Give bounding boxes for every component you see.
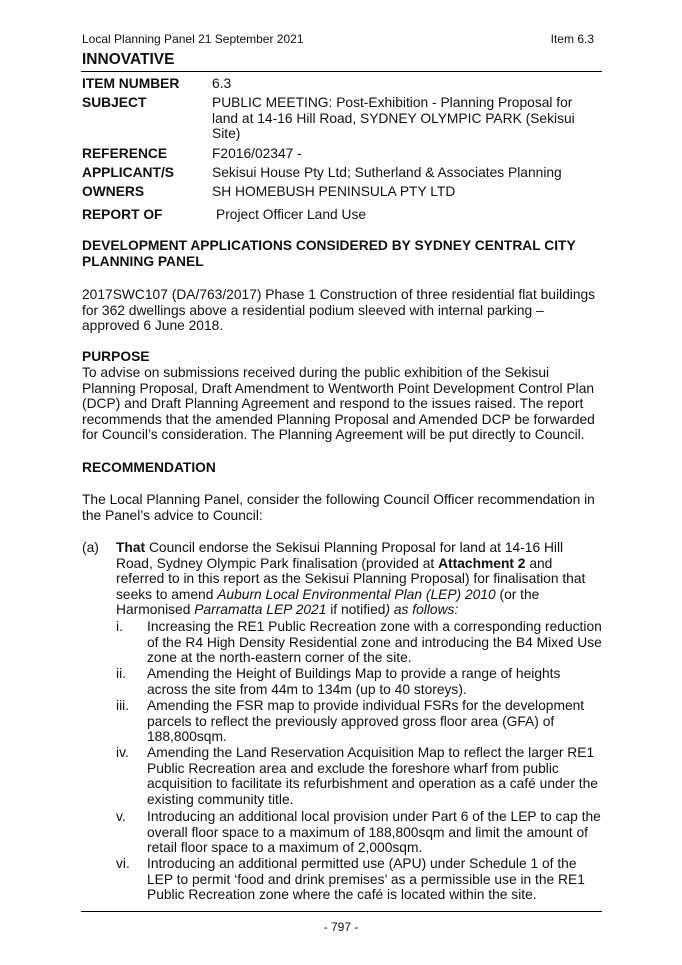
sub-item-marker: iii. [116, 698, 130, 713]
header-item-number: Item 6.3 [550, 32, 594, 46]
sub-item-marker: vi. [116, 856, 130, 871]
sub-item-text: Amending the FSR map to provide individual FSRs for the development parcels to reflect the previously approved gross floor area (GFA) of 188,800sqm. [147, 698, 585, 745]
sub-item-text: Introducing an additional local provision under Part 6 of the LEP to cap the overall floor space to a maximum of 188,800sqm and limit the amount of retail floor space to a maximum of 2,000sqm. [147, 809, 601, 856]
sub-item-text: Amending the Height of Buildings Map to provide a range of heights across the site from 44m to 134m (up to 40 storeys). [147, 666, 561, 697]
label-subject: SUBJECT [82, 95, 147, 110]
value-owners: SH HOMEBUSH PENINSULA PTY LTD [212, 184, 456, 199]
sub-item-text: Amending the Land Reservation Acquisition Map to reflect the larger RE1 Public Recreation area and exclude the foreshore wharf from public acquisition to facilitate its refurbishment and operation as a café under the existing community title. [147, 745, 598, 807]
page-number: - 797 - [323, 920, 359, 934]
purpose-text: To advise on submissions received during the public exhibition of the Sekisui Planning Proposal, Draft Amendment to Wentworth Point Development Control Plan (DCP) and Draft Planning Agreement and respond to the issues raised. The report recommends that the amended Planning Proposal and Amended DCP be forwarded for Council’s consideration. The Planning Agreement will be put directly to Council. [82, 365, 595, 443]
header-left: Local Planning Panel 21 September 2021 [82, 32, 304, 46]
sub-item-marker: i. [116, 619, 123, 634]
item-a-text: That Council endorse the Sekisui Planning Proposal for land at 14-16 Hill Road, Sydney Olympic Park finalisation (provided at Attachment 2 and referred to in this report as the Sekisui Planning Proposal) for finalisation that seeks to amend Auburn Local Environmental Plan (LEP) 2010 (or the Harmonised Parramatta LEP 2021 if notified) as follows: [116, 540, 586, 618]
parramatta-lep: Parramatta LEP 2021 [194, 602, 327, 618]
dev-apps-heading: DEVELOPMENT APPLICATIONS CONSIDERED BY SYDNEY CENTRAL CITY PLANNING PANEL [82, 238, 576, 269]
auburn-lep: Auburn Local Environmental Plan (LEP) 2010 [217, 586, 496, 602]
label-item-number: ITEM NUMBER [82, 76, 180, 91]
recommendation-intro: The Local Planning Panel, consider the following Council Officer recommendation in the Panel’s advice to Council: [82, 492, 595, 523]
value-reference: F2016/02347 - [212, 146, 302, 161]
sub-item-marker: v. [116, 809, 126, 824]
value-item-number: 6.3 [212, 76, 232, 91]
value-applicants: Sekisui House Pty Ltd; Sutherland & Associates Planning [212, 165, 562, 180]
label-report-of: REPORT OF [82, 207, 163, 222]
section-title: INNOVATIVE [82, 51, 175, 68]
label-applicants: APPLICANT/S [82, 165, 174, 180]
label-reference: REFERENCE [82, 146, 168, 161]
footer-rule [81, 911, 602, 912]
attachment-2: Attachment 2 [438, 555, 526, 571]
label-owners: OWNERS [82, 184, 145, 199]
sub-item-text: Introducing an additional permitted use (APU) under Schedule 1 of the LEP to permit ‘food and drink premises’ as a permissible use in the RE1 Public Recreation zone where the café is located within the site. [147, 856, 585, 903]
header-rule [81, 71, 602, 72]
value-report-of: Project Officer Land Use [216, 207, 367, 222]
dev-apps-text: 2017SWC107 (DA/763/2017) Phase 1 Construction of three residential flat buildings for 362 dwellings above a residential podium sleeved with internal parking – approved 6 June 2018. [82, 287, 596, 334]
item-a-that: That [116, 540, 146, 555]
purpose-heading: PURPOSE [82, 349, 150, 364]
sub-item-marker: iv. [116, 745, 129, 760]
sub-item-text: Increasing the RE1 Public Recreation zone with a corresponding reduction of the R4 High Density Residential zone and introducing the B4 Mixed Use zone at the north-eastern corner of the site. [147, 619, 602, 666]
sub-item-marker: ii. [116, 666, 126, 681]
recommendation-heading: RECOMMENDATION [82, 460, 216, 475]
item-a-marker: (a) [82, 540, 99, 555]
value-subject: PUBLIC MEETING: Post-Exhibition - Planning Proposal for land at 14-16 Hill Road, SYDNEY OLYMPIC PARK (Sekisui Site) [212, 95, 575, 141]
